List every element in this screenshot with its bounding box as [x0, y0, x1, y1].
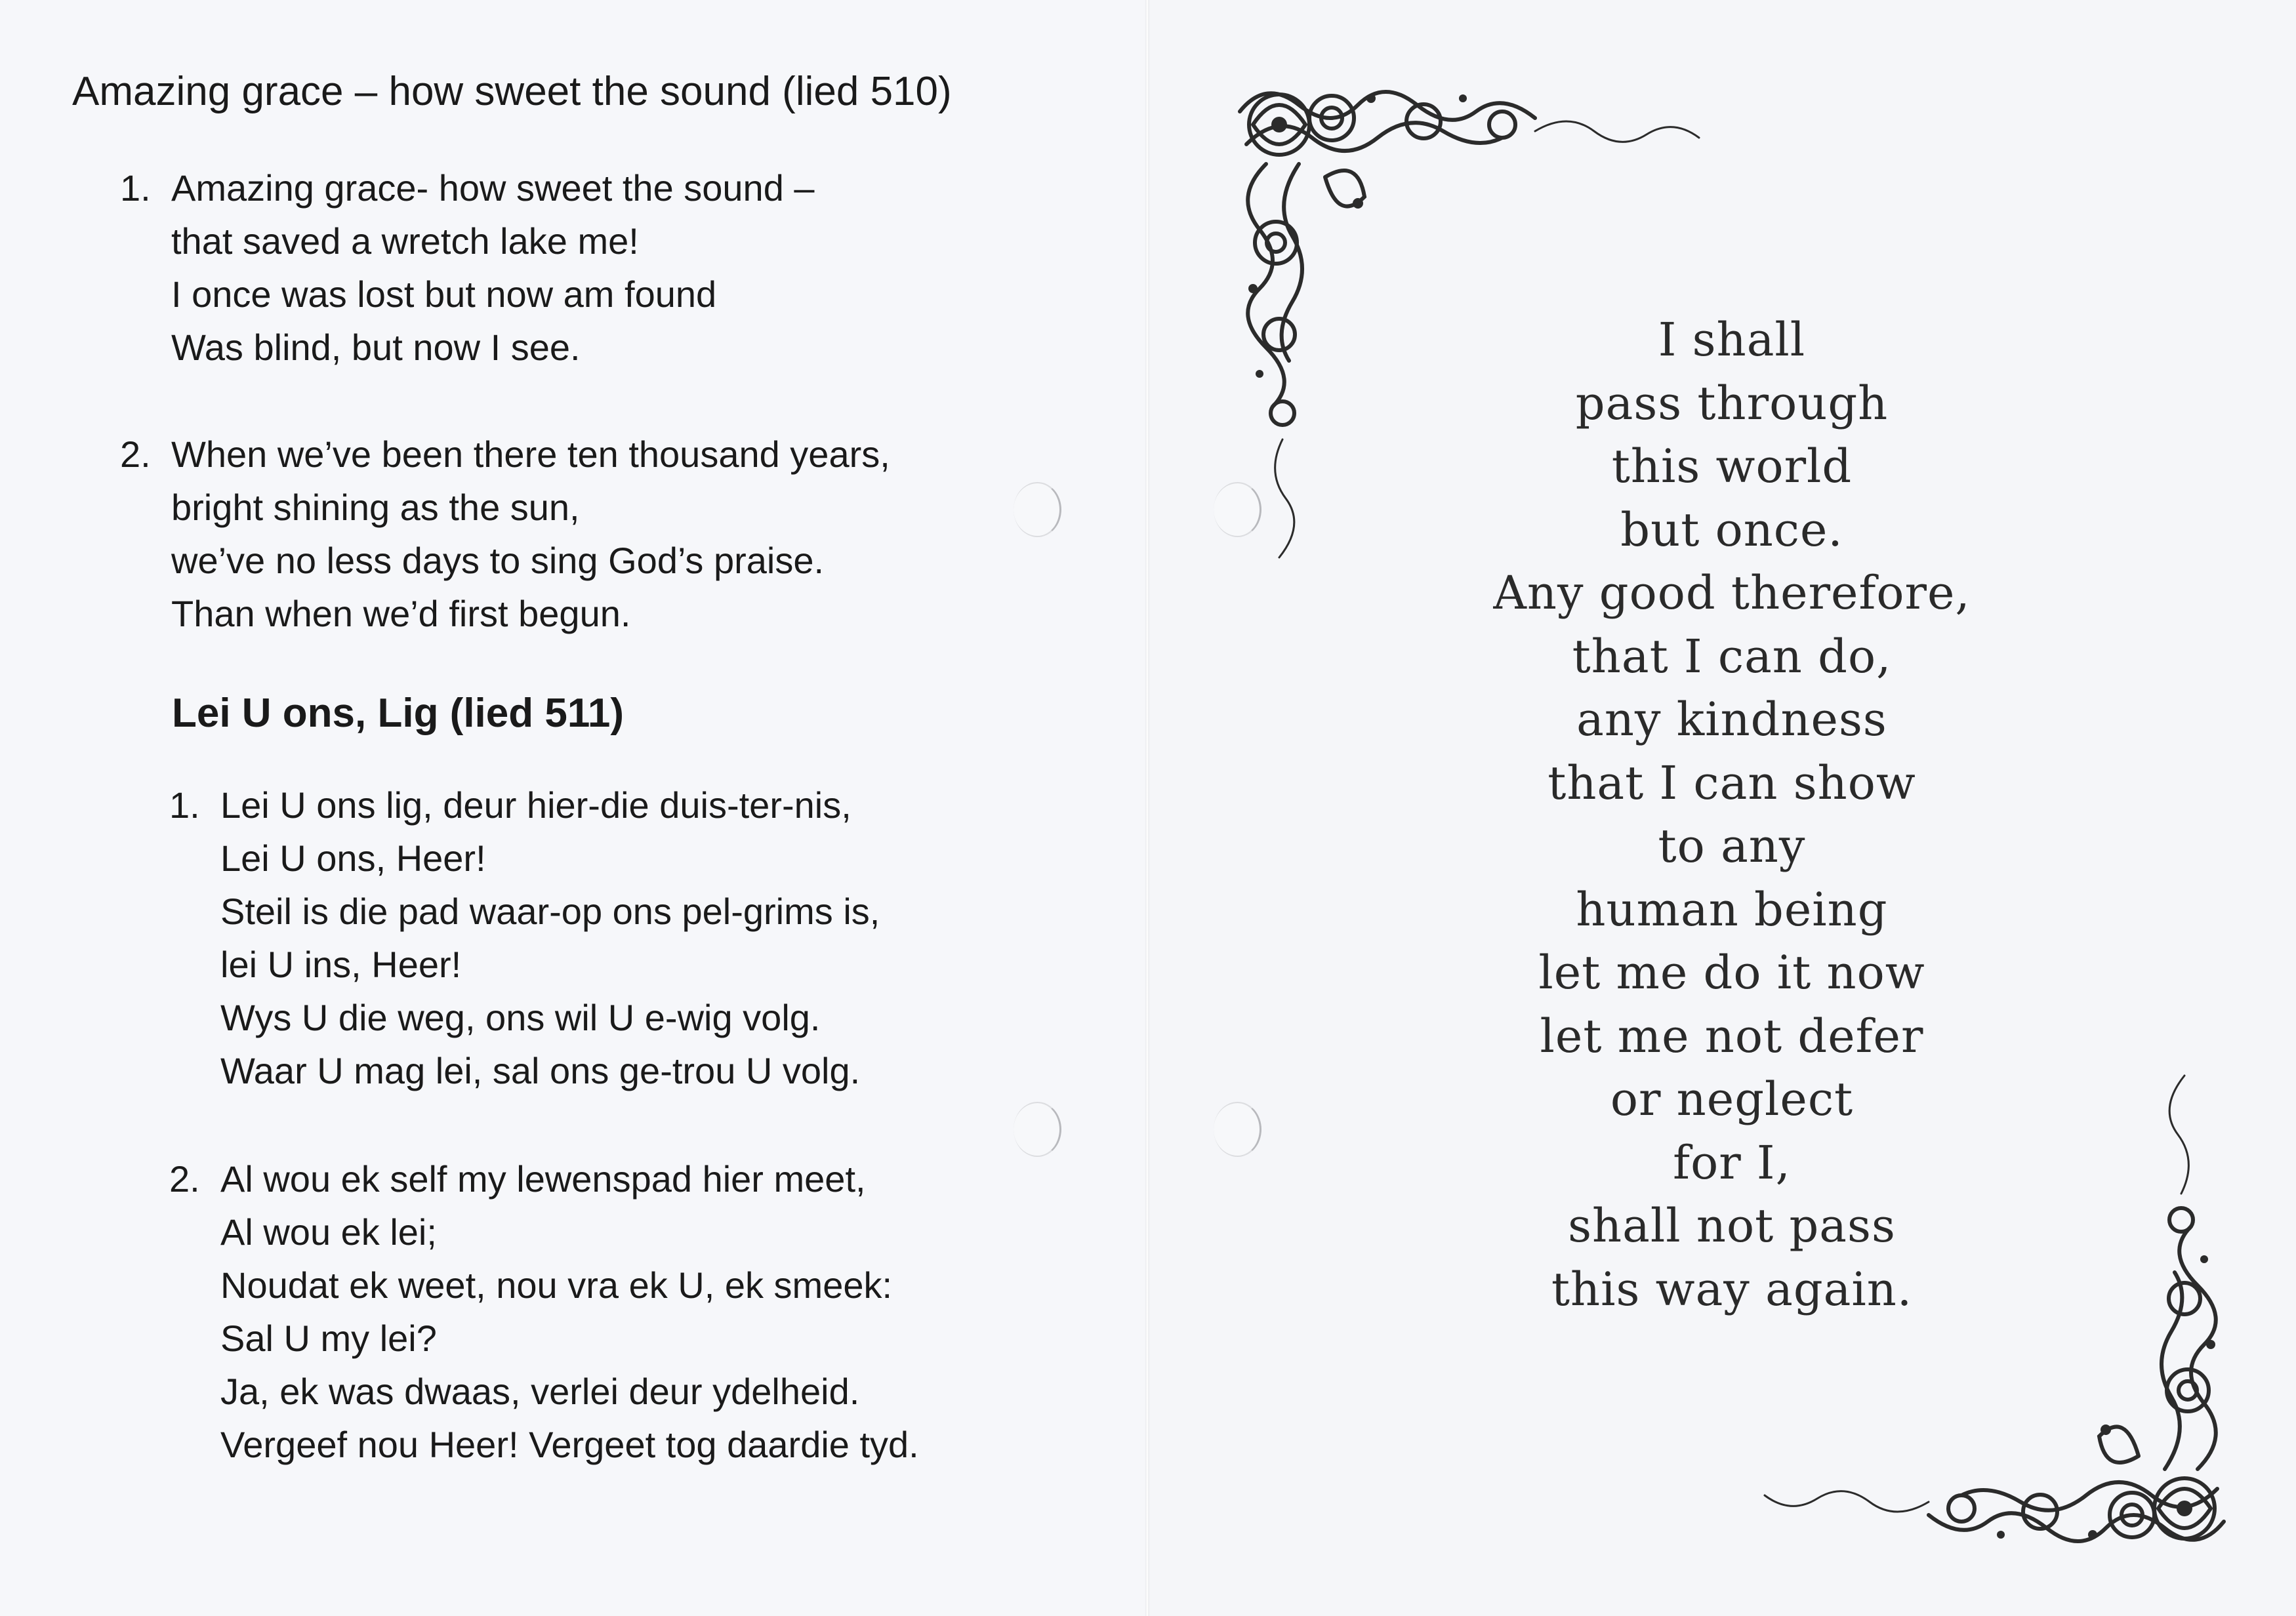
verse-line: Vergeef nou Heer! Vergeet tog daardie tyd. — [220, 1424, 919, 1465]
poem-line: that I can show — [1548, 756, 1916, 810]
verse-line: Wys U die weg, ons wil U e-wig volg. — [220, 997, 821, 1038]
verse-line: Lei U ons lig, deur hier-die duis-ter-nis, — [220, 784, 851, 826]
poem-line: pass through — [1575, 376, 1889, 430]
poem-line: shall not pass — [1568, 1199, 1896, 1253]
page-fold — [1145, 0, 1149, 1616]
punch-hole — [1014, 482, 1061, 537]
poem-line: but once. — [1620, 502, 1843, 557]
verse-number: 1. — [120, 167, 151, 209]
verse-number: 2. — [120, 434, 151, 475]
poem-line: this world — [1611, 439, 1853, 493]
verse-line: I once was lost but now am found — [171, 273, 717, 315]
punch-hole — [1214, 1102, 1261, 1157]
verse-line: lei U ins, Heer! — [220, 944, 462, 985]
verse-line: When we’ve been there ten thousand years, — [171, 434, 890, 475]
verse-line: Waar U mag lei, sal ons ge-trou U volg. — [220, 1050, 861, 1091]
poem-line: any kindness — [1576, 693, 1887, 746]
poem-line: for I, — [1673, 1135, 1791, 1190]
poem-line: Any good therefore, — [1493, 566, 1971, 620]
corner-ornament-bottom-right-icon — [1725, 1062, 2237, 1561]
poem-line: or neglect — [1610, 1072, 1854, 1126]
verse-line: Lei U ons, Heer! — [220, 838, 486, 879]
verse-number: 1. — [169, 784, 200, 826]
poem-line: human being — [1576, 882, 1888, 937]
verse-line: Amazing grace- how sweet the sound – — [171, 167, 815, 209]
punch-hole — [1014, 1102, 1061, 1157]
verse-number: 2. — [169, 1158, 200, 1200]
poem-line: this way again. — [1551, 1262, 1913, 1316]
poem-line: let me not defer — [1540, 1009, 1924, 1063]
verse-line: Sal U my lei? — [220, 1318, 437, 1359]
verse-line: we’ve no less days to sing God’s praise. — [171, 540, 825, 581]
poem-line: that I can do, — [1572, 629, 1892, 683]
poem-line: let me do it now — [1538, 946, 1925, 1000]
verse-line: that saved a wretch lake me! — [171, 220, 639, 262]
verse-line: Than when we’d first begun. — [171, 593, 631, 634]
verse-line: Was blind, but now I see. — [171, 327, 581, 368]
verse-line: bright shining as the sun, — [171, 487, 580, 528]
verse-line: Noudat ek weet, nou vra ek U, ek smeek: — [220, 1264, 893, 1306]
poem-line: I shall — [1658, 313, 1806, 367]
verse-line: Al wou ek lei; — [220, 1211, 437, 1253]
song1-title: Amazing grace – how sweet the sound (lied 510) — [72, 69, 952, 114]
song2-title: Lei U ons, Lig (lied 511) — [172, 691, 625, 736]
verse-line: Steil is die pad waar-op ons pel-grims is, — [220, 891, 880, 932]
verse-line: Al wou ek self my lewenspad hier meet, — [220, 1158, 866, 1200]
poem-line: to any — [1658, 819, 1806, 873]
verse-line: Ja, ek was dwaas, verlei deur ydelheid. — [220, 1371, 860, 1412]
